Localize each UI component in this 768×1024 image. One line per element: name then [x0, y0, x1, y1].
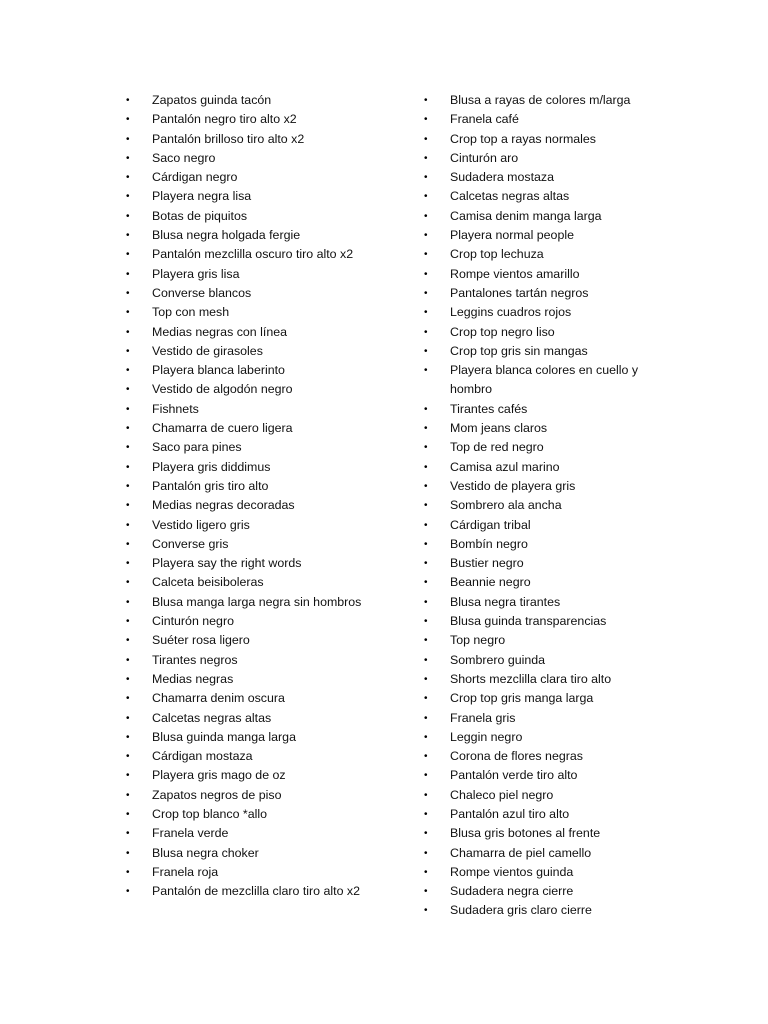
list-item-text: Vestido de playera gris	[450, 478, 576, 493]
list-item-text: Medias negras	[152, 671, 234, 686]
list-item-text: Pantalón azul tiro alto	[450, 806, 570, 821]
list-item	[126, 245, 396, 264]
list-item-text: Franela gris	[450, 710, 516, 725]
list-item	[424, 844, 654, 863]
bullet-icon	[424, 709, 432, 728]
list-item	[126, 573, 396, 592]
list-item-text: Blusa guinda manga larga	[152, 729, 296, 744]
bullet-icon	[126, 168, 134, 187]
list-item	[424, 130, 654, 149]
bullet-icon	[126, 689, 134, 708]
list-item-text: Chamarra de piel camello	[450, 845, 592, 860]
list-item-text: Playera say the right words	[152, 556, 302, 571]
list-item	[126, 130, 396, 149]
list-item-text: Top con mesh	[152, 305, 230, 320]
list-item-text: Fishnets	[152, 401, 199, 416]
list-item-text: Saco para pines	[152, 440, 242, 455]
list-item-text: Cárdigan negro	[152, 170, 238, 185]
list-item-text: Pantalón de mezclilla claro tiro alto x2	[152, 884, 360, 899]
list-item	[126, 593, 396, 612]
list-item-text: Playera blanca colores en cuello y hombro	[450, 363, 639, 397]
bullet-icon	[424, 535, 432, 554]
list-item-text: Medias negras con línea	[152, 324, 288, 339]
list-item-text: Rompe vientos guinda	[450, 864, 574, 879]
list-item-text: Playera normal people	[450, 228, 574, 243]
bullet-icon	[126, 496, 134, 515]
bullet-icon	[424, 130, 432, 149]
list-item-text: Blusa a rayas de colores m/larga	[450, 93, 631, 107]
list-item	[424, 149, 654, 168]
list-item	[126, 747, 396, 766]
bullet-icon	[424, 419, 432, 438]
bullet-icon	[424, 168, 432, 187]
list-item	[126, 805, 396, 824]
bullet-icon	[126, 631, 134, 650]
bullet-icon	[424, 477, 432, 496]
bullet-icon	[126, 477, 134, 496]
list-item-text: Rompe vientos amarillo	[450, 266, 580, 281]
list-item-text: Bombín negro	[450, 536, 528, 551]
list-item-text: Playera gris diddimus	[152, 459, 271, 474]
bullet-icon	[126, 766, 134, 785]
bullet-icon	[126, 882, 134, 901]
list-item-text: Pantalón verde tiro alto	[450, 768, 578, 783]
list-item	[126, 477, 396, 496]
list-item	[424, 824, 654, 843]
bullet-icon	[126, 670, 134, 689]
list-item	[126, 419, 396, 438]
list-item-text: Franela café	[450, 112, 519, 127]
list-item-text: Blusa negra choker	[152, 845, 259, 860]
bullet-icon	[126, 284, 134, 303]
list-item	[126, 458, 396, 477]
bullet-icon	[424, 91, 432, 110]
bullet-icon	[424, 593, 432, 612]
list-item	[424, 554, 654, 573]
list-item-text: Pantalón negro tiro alto x2	[152, 112, 297, 127]
bullet-icon	[424, 516, 432, 535]
list-item-text: Top negro	[450, 633, 506, 648]
list-item-text: Top de red negro	[450, 440, 544, 455]
list-item-text: Sombrero ala ancha	[450, 498, 562, 513]
list-item	[424, 168, 654, 187]
list-item	[126, 651, 396, 670]
list-item	[126, 535, 396, 554]
list-item	[424, 728, 654, 747]
bullet-icon	[126, 728, 134, 747]
list-item	[424, 786, 654, 805]
list-item	[424, 901, 654, 920]
bullet-icon	[126, 863, 134, 882]
bullet-icon	[126, 226, 134, 245]
bullet-icon	[126, 824, 134, 843]
bullet-icon	[424, 110, 432, 129]
list-item	[424, 593, 654, 612]
list-item-text: Tirantes cafés	[450, 401, 528, 416]
list-item-text: Tirantes negros	[152, 652, 238, 667]
list-item	[126, 91, 396, 110]
list-item-text: Bustier negro	[450, 556, 524, 571]
bullet-icon	[424, 245, 432, 264]
list-item-text: Beannie negro	[450, 575, 531, 590]
bullet-icon	[126, 805, 134, 824]
list-item-text: Suéter rosa ligero	[152, 633, 250, 648]
list-item	[424, 419, 654, 438]
bullet-icon	[424, 342, 432, 361]
list-item-text: Chamarra de cuero ligera	[152, 421, 293, 436]
list-item	[126, 709, 396, 728]
bullet-icon	[424, 805, 432, 824]
bullet-icon	[424, 786, 432, 805]
list-item	[424, 709, 654, 728]
list-item	[126, 110, 396, 129]
bullet-icon	[424, 766, 432, 785]
list-item	[424, 766, 654, 785]
list-item-text: Vestido ligero gris	[152, 517, 250, 532]
list-item-text: Pantalón brilloso tiro alto x2	[152, 131, 305, 146]
list-item	[424, 207, 654, 226]
list-item	[126, 786, 396, 805]
bullet-icon	[126, 207, 134, 226]
list-item-text: Playera gris lisa	[152, 266, 240, 281]
list-item-text: Cárdigan mostaza	[152, 749, 253, 764]
list-item-text: Leggin negro	[450, 729, 523, 744]
bullet-icon	[126, 593, 134, 612]
list-item	[424, 400, 654, 419]
list-item	[424, 458, 654, 477]
bullet-icon	[424, 149, 432, 168]
bullet-icon	[126, 844, 134, 863]
list-item-text: Crop top a rayas normales	[450, 131, 597, 146]
list-item-text: Chamarra denim oscura	[152, 691, 285, 706]
bullet-icon	[126, 303, 134, 322]
list-item	[424, 438, 654, 457]
list-item	[126, 882, 396, 901]
bullet-icon	[126, 786, 134, 805]
list-item-text: Saco negro	[152, 150, 216, 165]
list-item	[126, 516, 396, 535]
bullet-icon	[126, 149, 134, 168]
list-item-text: Pantalón gris tiro alto	[152, 478, 269, 493]
left-clothing-list	[126, 91, 396, 901]
list-item	[126, 168, 396, 187]
list-item	[424, 689, 654, 708]
list-item	[424, 477, 654, 496]
list-item-text: Sudadera mostaza	[450, 170, 555, 185]
bullet-icon	[424, 901, 432, 920]
list-item-text: Medias negras decoradas	[152, 498, 295, 513]
list-item-text: Sudadera gris claro cierre	[450, 903, 592, 918]
list-item-text: Zapatos guinda tacón	[152, 93, 272, 107]
list-item	[424, 573, 654, 592]
list-item-text: Cinturón aro	[450, 150, 519, 165]
list-item	[424, 631, 654, 650]
bullet-icon	[126, 91, 134, 110]
list-item	[424, 303, 654, 322]
bullet-icon	[424, 612, 432, 631]
list-item	[424, 882, 654, 901]
list-item-text: Vestido de algodón negro	[152, 382, 293, 397]
list-item-text: Cinturón negro	[152, 614, 234, 629]
list-item-text: Blusa manga larga negra sin hombros	[152, 594, 362, 609]
bullet-icon	[126, 419, 134, 438]
list-item-text: Blusa negra tirantes	[450, 594, 561, 609]
bullet-icon	[424, 844, 432, 863]
list-item-text: Calcetas negras altas	[152, 710, 272, 725]
bullet-icon	[126, 187, 134, 206]
list-item	[126, 265, 396, 284]
bullet-icon	[424, 882, 432, 901]
list-item-text: Crop top lechuza	[450, 247, 544, 262]
list-item	[126, 149, 396, 168]
list-item-text: Camisa azul marino	[450, 459, 560, 474]
bullet-icon	[424, 554, 432, 573]
bullet-icon	[424, 496, 432, 515]
bullet-icon	[126, 573, 134, 592]
list-item	[126, 554, 396, 573]
bullet-icon	[424, 747, 432, 766]
list-item	[126, 824, 396, 843]
list-item	[126, 361, 396, 380]
list-item	[424, 342, 654, 361]
list-item-text: Sudadera negra cierre	[450, 884, 574, 899]
list-item-text: Corona de flores negras	[450, 749, 583, 764]
bullet-icon	[424, 303, 432, 322]
list-item	[424, 747, 654, 766]
list-item	[126, 863, 396, 882]
bullet-icon	[126, 323, 134, 342]
list-item-text: Crop top gris manga larga	[450, 691, 594, 706]
list-item	[424, 612, 654, 631]
list-item-text: Playera gris mago de oz	[152, 768, 286, 783]
list-item	[126, 207, 396, 226]
list-item-text: Crop top blanco *allo	[152, 806, 268, 821]
list-item-text: Playera blanca laberinto	[152, 363, 285, 378]
list-item-text: Pantalones tartán negros	[450, 285, 589, 300]
right-clothing-list	[424, 91, 654, 921]
list-item-text: Blusa gris botones al frente	[450, 826, 601, 841]
list-item	[126, 496, 396, 515]
bullet-icon	[126, 438, 134, 457]
bullet-icon	[126, 458, 134, 477]
list-item	[424, 863, 654, 882]
bullet-icon	[126, 342, 134, 361]
list-item-text: Sombrero guinda	[450, 652, 546, 667]
list-item	[424, 670, 654, 689]
list-item	[424, 361, 654, 400]
bullet-icon	[424, 670, 432, 689]
bullet-icon	[424, 689, 432, 708]
list-item	[126, 342, 396, 361]
bullet-icon	[126, 265, 134, 284]
bullet-icon	[424, 400, 432, 419]
list-item-text: Blusa negra holgada fergie	[152, 228, 301, 243]
list-item	[424, 226, 654, 245]
list-item	[424, 91, 654, 110]
list-item-text: Chaleco piel negro	[450, 787, 554, 802]
list-item-text: Camisa denim manga larga	[450, 208, 602, 223]
bullet-icon	[424, 651, 432, 670]
bullet-icon	[424, 284, 432, 303]
list-item	[126, 612, 396, 631]
list-item-text: Shorts mezclilla clara tiro alto	[450, 671, 612, 686]
list-item-text: Franela roja	[152, 864, 219, 879]
bullet-icon	[126, 400, 134, 419]
bullet-icon	[424, 226, 432, 245]
bullet-icon	[126, 612, 134, 631]
list-item	[126, 284, 396, 303]
list-item-text: Calcetas negras altas	[450, 189, 570, 204]
bullet-icon	[424, 207, 432, 226]
list-item-text: Pantalón mezclilla oscuro tiro alto x2	[152, 247, 354, 262]
bullet-icon	[126, 709, 134, 728]
list-item-text: Calceta beisiboleras	[152, 575, 264, 590]
list-item-text: Leggins cuadros rojos	[450, 305, 572, 320]
bullet-icon	[126, 651, 134, 670]
list-item	[424, 496, 654, 515]
bullet-icon	[126, 130, 134, 149]
list-item	[126, 631, 396, 650]
list-item	[126, 438, 396, 457]
bullet-icon	[126, 245, 134, 264]
list-item	[424, 535, 654, 554]
bullet-icon	[424, 573, 432, 592]
list-item	[126, 766, 396, 785]
list-item	[126, 400, 396, 419]
bullet-icon	[424, 728, 432, 747]
list-item-text: Cárdigan tribal	[450, 517, 531, 532]
list-item	[126, 323, 396, 342]
bullet-icon	[424, 631, 432, 650]
list-item	[126, 670, 396, 689]
list-item-text: Blusa guinda transparencias	[450, 614, 607, 629]
list-item	[126, 380, 396, 399]
list-item	[126, 689, 396, 708]
list-item-text: Mom jeans claros	[450, 421, 548, 436]
list-item-text: Crop top negro liso	[450, 324, 555, 339]
list-item	[126, 728, 396, 747]
list-item	[424, 284, 654, 303]
bullet-icon	[424, 438, 432, 457]
bullet-icon	[424, 458, 432, 477]
list-item	[126, 303, 396, 322]
bullet-icon	[126, 361, 134, 380]
list-item	[126, 844, 396, 863]
list-item-text: Zapatos negros de piso	[152, 787, 282, 802]
list-item-text: Franela verde	[152, 826, 229, 841]
list-item	[424, 651, 654, 670]
bullet-icon	[126, 535, 134, 554]
list-item-text: Converse blancos	[152, 285, 252, 300]
bullet-icon	[424, 265, 432, 284]
bullet-icon	[126, 554, 134, 573]
list-item	[424, 245, 654, 264]
list-item-text: Playera negra lisa	[152, 189, 252, 204]
list-item	[424, 805, 654, 824]
list-item	[424, 110, 654, 129]
bullet-icon	[424, 361, 432, 380]
list-item	[424, 187, 654, 206]
list-item	[126, 187, 396, 206]
list-item	[424, 323, 654, 342]
list-item	[424, 265, 654, 284]
list-item-text: Vestido de girasoles	[152, 343, 263, 358]
bullet-icon	[424, 187, 432, 206]
bullet-icon	[424, 824, 432, 843]
bullet-icon	[126, 110, 134, 129]
bullet-icon	[424, 323, 432, 342]
list-item-text: Crop top gris sin mangas	[450, 343, 588, 358]
bullet-icon	[126, 516, 134, 535]
list-item	[424, 516, 654, 535]
bullet-icon	[424, 863, 432, 882]
list-item-text: Botas de piquitos	[152, 208, 248, 223]
list-item	[126, 226, 396, 245]
bullet-icon	[126, 747, 134, 766]
list-item-text: Converse gris	[152, 536, 229, 551]
bullet-icon	[126, 380, 134, 399]
